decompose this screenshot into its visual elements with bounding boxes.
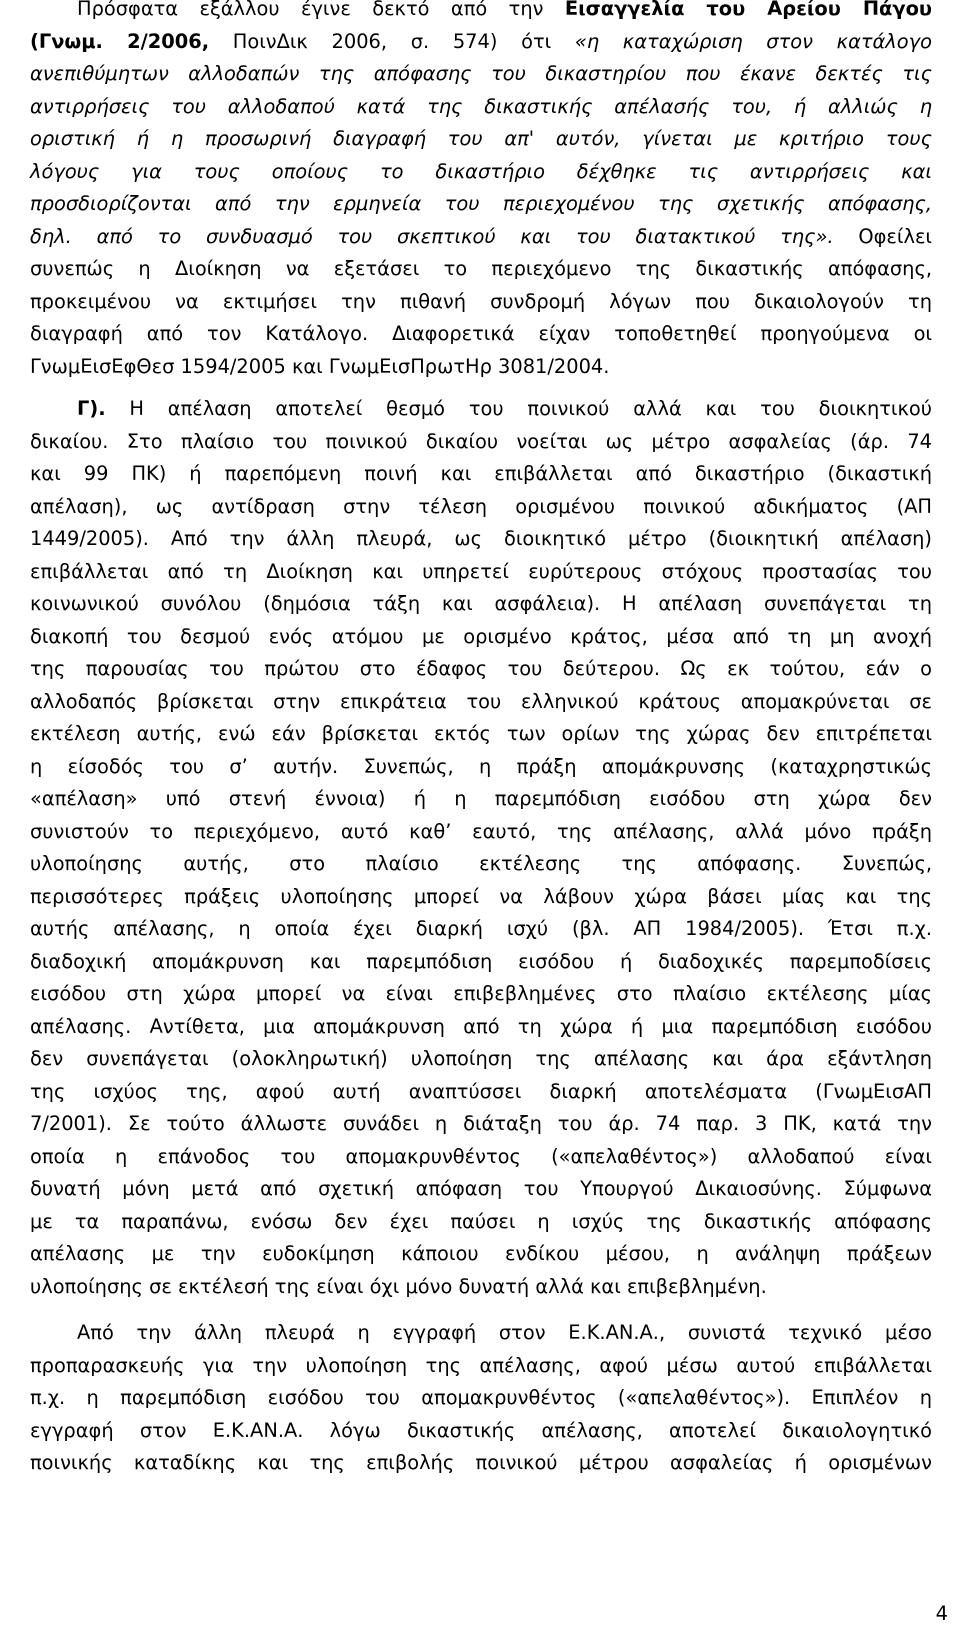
text-line: αντιρρήσεις του αλλοδαπού κατά της δικαστικής απέλασής του, ή αλλιώς η: [30, 94, 932, 118]
text-line: εκτέλεση αυτής, ενώ εάν βρίσκεται εκτός των ορίων της χώρας δεν επιτρέπεται: [30, 722, 932, 745]
text-line: εγγραφή στον Ε.Κ.ΑΝ.Α. λόγω δικαστικής απέλασης, αποτελεί δικαιολογητικό: [30, 1418, 932, 1442]
text-line: αλλοδαπός βρίσκεται στην επικράτεια του ελληνικού κράτους απομακρύνεται σε: [30, 689, 932, 713]
text-line: λόγους για τους οποίους το δικαστήριο δέχθηκε τις αντιρρήσεις και: [30, 159, 932, 183]
document-page: [30, 0, 932, 1480]
text-line: κοινωνικού συνόλου (δημόσια τάξη και ασφάλεια). Η απέλαση συνεπάγεται τη: [30, 592, 932, 615]
text-line: Πρόσφατα εξάλλου έγινε δεκτό από την Εισαγγελία του Αρείου Πάγου: [77, 0, 933, 20]
text-line: περισσότερες πράξεις υλοποίησης μπορεί να λάβουν χώρα βάσει μίας και της: [30, 884, 932, 908]
text-line: η είσοδός του σ’ αυτήν. Συνεπώς, η πράξη απομάκρυνσης (καταχρηστικώς: [30, 754, 932, 778]
text-line: της ισχύος της, αφού αυτή αναπτύσσει διαρκή αποτελέσματα (ΓνωμΕισΑΠ: [30, 1079, 932, 1103]
paragraph-gap: [30, 383, 932, 393]
text-line: προκειμένου να εκτιμήσει την πιθανή συνδρομή λόγων που δικαιολογούν τη: [30, 289, 932, 313]
paragraph-3: [30, 1317, 932, 1480]
text-line: επιβάλλεται από τη Διοίκηση και υπηρετεί ευρύτερους στόχους προστασίας του: [30, 559, 932, 583]
page-number: 4: [935, 1602, 948, 1625]
text-line: εισόδου στη χώρα μπορεί να είναι επιβεβλημένες στο πλαίσιο εκτέλεσης μίας: [30, 982, 932, 1005]
paragraph-2: [30, 393, 932, 1303]
text-line: προπαρασκευής για την υλοποίηση της απέλασης, αφού μέσω αυτού επιβάλλεται: [30, 1353, 932, 1377]
text-line: οποία η επάνοδος του απομακρυνθέντος («απελαθέντος») αλλοδαπού είναι: [30, 1144, 932, 1168]
text-line: συνεπώς η Διοίκηση να εξετάσει το περιεχόμενο της δικαστικής απόφασης,: [30, 257, 932, 280]
text-line: δικαίου. Στο πλαίσιο του ποινικού δικαίου νοείται ως μέτρο ασφαλείας (άρ. 74: [30, 429, 932, 453]
section-heading: Γ).: [77, 397, 106, 420]
text-line: απέλασης. Αντίθετα, μια απομάκρυνση από τη χώρα ή μια παρεμπόδιση εισόδου: [30, 1014, 932, 1038]
text-line: Γ). Η απέλαση αποτελεί θεσμό του ποινικού αλλά και του διοικητικού: [77, 397, 932, 420]
text-line: της παρουσίας του πρώτου στο έδαφος του δεύτερου. Ως εκ τούτου, εάν ο: [30, 657, 932, 680]
text-line: ανεπιθύμητων αλλοδαπών της απόφασης του δικαστηρίου που έκανε δεκτές τις: [30, 62, 932, 85]
text-line: υλοποίησης αυτής, στο πλαίσιο εκτέλεσης της απόφασης. Συνεπώς,: [30, 852, 932, 875]
text-line: οριστική ή η προσωρινή διαγραφή του απ' αυτόν, γίνεται με κριτήριο τους: [30, 127, 932, 150]
text-line: 7/2001). Σε τούτο άλλωστε συνάδει η διάταξη του άρ. 74 παρ. 3 ΠΚ, κατά την: [30, 1112, 932, 1135]
text-line: διακοπή του δεσμού ενός ατόμου με ορισμένο κράτος, μέσα από τη μη ανοχή: [30, 624, 932, 648]
text-line: συνιστούν το περιεχόμενο, αυτό καθ’ εαυτό, της απέλασης, αλλά μόνο πράξη: [30, 819, 932, 843]
text-line: δεν συνεπάγεται (ολοκληρωτική) υλοποίηση της απέλασης και άρα εξάντληση: [30, 1047, 932, 1070]
text-line: με τα παραπάνω, ενόσω δεν έχει παύσει η ισχύς της δικαστικής απόφασης: [30, 1209, 932, 1233]
text-line: δηλ. από το συνδυασμό του σκεπτικού και του διατακτικού της». Οφείλει: [30, 224, 932, 248]
text-line: ποινικής καταδίκης και της επιβολής ποινικού μέτρου ασφαλείας ή ορισμένων: [30, 1451, 932, 1474]
paragraph-1: [30, 0, 932, 383]
text-line: απέλασης με την ευδοκίμηση κάποιου ενδίκου μέσου, η ανάληψη πράξεων: [30, 1242, 932, 1265]
text-line: (Γνωμ. 2/2006, ΠοινΔικ 2006, σ. 574) ότι «η καταχώριση στον κατάλογο: [30, 29, 932, 53]
text-line: και 99 ΠΚ) ή παρεπόμενη ποινή και επιβάλλεται από δικαστήριο (δικαστική: [30, 462, 932, 485]
text-line: υλοποίησης σε εκτέλεσή της είναι όχι μόνο δυνατή αλλά και επιβεβλημένη.: [30, 1274, 767, 1298]
text-line: αυτής απέλασης, η οποία έχει διαρκή ισχύ (βλ. ΑΠ 1984/2005). Έτσι π.χ.: [30, 917, 932, 940]
text-line: διαδοχική απομάκρυνση και παρεμπόδιση εισόδου ή διαδοχικές παρεμποδίσεις: [30, 949, 932, 973]
text-line: προσδιορίζονται από την ερμηνεία του περιεχομένου της σχετικής απόφασης,: [30, 192, 932, 215]
text-line: ΓνωμΕισΕφΘεσ 1594/2005 και ΓνωμΕισΠρωτΗρ 3081/2004.: [30, 354, 610, 378]
text-line: διαγραφή από τον Κατάλογο. Διαφορετικά είχαν τοποθετηθεί προηγούμενα οι: [30, 322, 932, 345]
text-line: απέλαση), ως αντίδραση στην τέλεση ορισμένου ποινικού αδικήματος (ΑΠ: [30, 494, 932, 518]
text-line: Από την άλλη πλευρά η εγγραφή στον Ε.Κ.ΑΝ.Α., συνιστά τεχνικό μέσο: [77, 1321, 932, 1344]
text-line: «απέλαση» υπό στενή έννοια) ή η παρεμπόδιση εισόδου στη χώρα δεν: [30, 787, 932, 810]
text-line: δυνατή μόνη μετά από σχετική απόφαση του Υπουργού Δικαιοσύνης. Σύμφωνα: [30, 1177, 932, 1200]
text-line: 1449/2005). Από την άλλη πλευρά, ως διοικητικό μέτρο (διοικητική απέλαση): [30, 527, 932, 550]
text-line: π.χ. η παρεμπόδιση εισόδου του απομακρυνθέντος («απελαθέντος»). Επιπλέον η: [30, 1386, 932, 1409]
paragraph-gap: [30, 1303, 932, 1317]
